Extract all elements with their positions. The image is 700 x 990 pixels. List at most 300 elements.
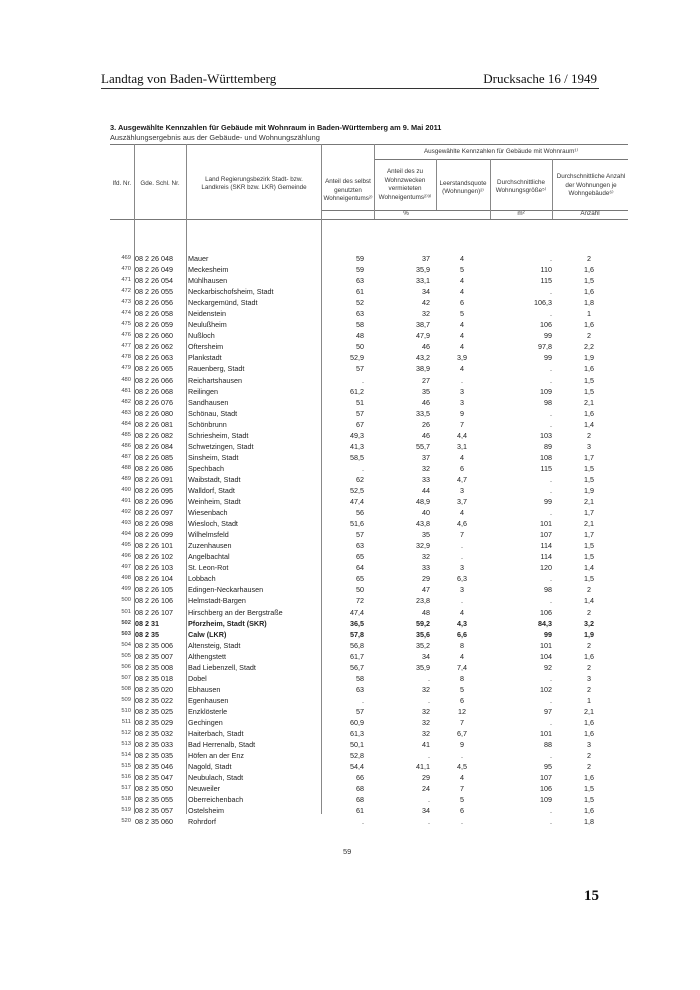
table-row (110, 584, 628, 595)
row-value-rented: 27 (422, 375, 430, 385)
table-row (110, 728, 628, 739)
header-lfd: lfd. Nr. (112, 179, 132, 187)
table-row (110, 673, 628, 684)
row-value-rented: 35 (422, 386, 430, 396)
row-gde: 08 2 35 008 (135, 662, 173, 672)
row-value-rented: 35,9 (416, 265, 430, 275)
table-row (110, 595, 628, 606)
running-header (0, 69, 700, 89)
table-row (110, 607, 628, 618)
row-gde: 08 2 26 085 (135, 452, 173, 462)
row-gde: 08 2 26 107 (135, 607, 173, 617)
row-value-rented: 55,7 (416, 441, 430, 451)
row-gde: 08 2 26 065 (135, 364, 173, 374)
row-name: Edingen-Neckarhausen (188, 585, 264, 595)
row-value-vacancy: 4 (460, 508, 464, 518)
row-name: Enzklösterle (188, 706, 228, 716)
table-row (110, 363, 628, 374)
row-value-dwellings: 3,2 (584, 618, 594, 628)
header-divider (436, 159, 437, 210)
row-value-dwellings: 1,5 (584, 552, 594, 562)
row-value-rented: 48 (422, 607, 430, 617)
row-gde: 08 2 26 103 (135, 563, 173, 573)
row-value-size: . (550, 695, 552, 705)
row-value-dwellings: 2 (587, 607, 591, 617)
row-gde: 08 2 26 055 (135, 287, 173, 297)
row-gde: 08 2 26 059 (135, 320, 173, 330)
row-value-dwellings: 2 (587, 751, 591, 761)
row-value-size: 106,3 (534, 298, 552, 308)
table-row (110, 397, 628, 408)
row-gde: 08 2 26 101 (135, 541, 173, 551)
row-value-vacancy: 12 (458, 706, 466, 716)
row-value-vacancy: 4 (460, 331, 464, 341)
row-value-vacancy: 6 (460, 806, 464, 816)
row-name: Walldorf, Stadt (188, 485, 235, 495)
row-value-size: 106 (540, 784, 552, 794)
row-lfd: 507 (121, 674, 131, 681)
row-gde: 08 2 35 055 (135, 795, 173, 805)
row-value-owner: 48 (356, 331, 364, 341)
row-value-rented: 32 (422, 729, 430, 739)
table-row (110, 684, 628, 695)
row-value-vacancy: 4,7 (457, 474, 467, 484)
row-value-rented: 43,8 (416, 519, 430, 529)
row-value-dwellings: 1,6 (584, 773, 594, 783)
row-value-size: . (550, 673, 552, 683)
row-value-vacancy: 4 (460, 651, 464, 661)
row-value-dwellings: 1,4 (584, 596, 594, 606)
row-value-owner: . (362, 463, 364, 473)
row-value-dwellings: 1,7 (584, 530, 594, 540)
row-value-vacancy: 6,3 (457, 574, 467, 584)
row-gde: 08 2 26 084 (135, 441, 173, 451)
row-gde: 08 2 26 049 (135, 265, 173, 275)
row-value-dwellings: 1,6 (584, 265, 594, 275)
row-value-dwellings: 1,9 (584, 485, 594, 495)
row-value-vacancy: 4 (460, 364, 464, 374)
row-lfd: 491 (121, 498, 131, 505)
header-rule (101, 88, 599, 89)
row-gde: 08 2 35 007 (135, 651, 173, 661)
row-value-size: 104 (540, 651, 552, 661)
row-lfd: 493 (121, 520, 131, 527)
row-value-dwellings: 1,5 (584, 463, 594, 473)
row-gde: 08 2 26 048 (135, 254, 173, 263)
row-gde: 08 2 35 035 (135, 751, 173, 761)
row-lfd: 506 (121, 663, 131, 670)
row-value-size: . (550, 375, 552, 385)
row-lfd: 480 (121, 376, 131, 383)
row-value-size: . (550, 717, 552, 727)
row-value-dwellings: 1,5 (584, 574, 594, 584)
row-name: Mühlhausen (188, 276, 228, 286)
row-value-rented: 34 (422, 806, 430, 816)
row-value-rented: 29 (422, 574, 430, 584)
row-value-dwellings: 2 (587, 254, 591, 263)
row-value-dwellings: 1 (587, 695, 591, 705)
row-value-owner: . (362, 695, 364, 705)
row-gde: 08 2 35 050 (135, 784, 173, 794)
row-value-rented: 41 (422, 740, 430, 750)
row-value-dwellings: 2 (587, 762, 591, 772)
row-gde: 08 2 35 046 (135, 762, 173, 772)
row-value-vacancy: 9 (460, 408, 464, 418)
group-rule (374, 159, 628, 160)
row-name: Neubulach, Stadt (188, 773, 244, 783)
row-lfd: 481 (121, 387, 131, 394)
row-value-vacancy: 4,4 (457, 430, 467, 440)
row-value-rented: . (428, 817, 430, 827)
row-name: Schwetzingen, Stadt (188, 441, 254, 451)
row-value-vacancy: 4 (460, 287, 464, 297)
row-name: Mauer (188, 254, 209, 263)
row-name: Bad Herrenalb, Stadt (188, 740, 256, 750)
row-value-vacancy: 5 (460, 309, 464, 319)
row-value-size: 102 (540, 684, 552, 694)
row-value-vacancy: 3,1 (457, 441, 467, 451)
row-value-size: . (550, 474, 552, 484)
row-lfd: 494 (121, 531, 131, 538)
row-value-owner: 63 (356, 684, 364, 694)
row-value-dwellings: 1,6 (584, 717, 594, 727)
row-value-owner: 68 (356, 784, 364, 794)
row-name: Nagold, Stadt (188, 762, 232, 772)
row-value-dwellings: 1,6 (584, 651, 594, 661)
table-row (110, 695, 628, 706)
row-gde: 08 2 26 066 (135, 375, 173, 385)
row-lfd: 500 (121, 597, 131, 604)
table-row (110, 419, 628, 430)
table-row (110, 253, 628, 264)
row-value-size: 84,3 (538, 618, 552, 628)
row-gde: 08 2 26 082 (135, 430, 173, 440)
row-value-owner: 50 (356, 342, 364, 352)
row-lfd: 473 (121, 299, 131, 306)
row-value-size: 107 (540, 530, 552, 540)
row-value-vacancy: 3 (460, 386, 464, 396)
row-value-vacancy: 6 (460, 695, 464, 705)
row-value-vacancy: 4 (460, 342, 464, 352)
row-value-size: 99 (544, 629, 552, 639)
row-value-rented: 35 (422, 530, 430, 540)
row-gde: 08 2 26 095 (135, 485, 173, 495)
table-subtitle: Auszählungsergebnis aus der Gebäude- und Wohnungszählung (110, 133, 320, 142)
row-value-owner: 41,3 (350, 441, 364, 451)
row-value-rented: 24 (422, 784, 430, 794)
row-name: Lobbach (188, 574, 216, 584)
row-value-owner: . (362, 375, 364, 385)
row-value-owner: 63 (356, 309, 364, 319)
row-value-size: 99 (544, 497, 552, 507)
row-value-owner: 57 (356, 408, 364, 418)
table-row (110, 805, 628, 816)
row-value-vacancy: 6 (460, 298, 464, 308)
row-lfd: 479 (121, 365, 131, 372)
row-lfd: 499 (121, 586, 131, 593)
row-value-rented: 38,7 (416, 320, 430, 330)
row-name: Wiesenbach (188, 508, 228, 518)
row-lfd: 482 (121, 398, 131, 405)
row-value-vacancy: 8 (460, 640, 464, 650)
row-value-size: 99 (544, 331, 552, 341)
row-value-rented: . (428, 795, 430, 805)
table-row (110, 651, 628, 662)
table-row (110, 518, 628, 529)
table-row (110, 352, 628, 363)
row-value-dwellings: 1,7 (584, 508, 594, 518)
row-gde: 08 2 26 106 (135, 596, 173, 606)
row-name: Ostelsheim (188, 806, 224, 816)
row-value-size: 101 (540, 640, 552, 650)
row-value-dwellings: 1,6 (584, 287, 594, 297)
table-row (110, 430, 628, 441)
row-lfd: 471 (121, 277, 131, 284)
row-value-owner: 58,5 (350, 452, 364, 462)
row-value-size: . (550, 309, 552, 319)
row-value-vacancy: 5 (460, 795, 464, 805)
row-name: Schönbrunn (188, 419, 227, 429)
row-value-owner: 63 (356, 276, 364, 286)
row-value-rented: 34 (422, 287, 430, 297)
row-value-rented: 37 (422, 254, 430, 263)
row-value-owner: 52 (356, 298, 364, 308)
row-value-owner: 52,9 (350, 353, 364, 363)
row-value-size: 88 (544, 740, 552, 750)
header-c5: Durchschnittliche Anzahl der Wohnungen je Wohngebäude⁶⁾ (556, 173, 626, 198)
row-lfd: 487 (121, 453, 131, 460)
table-body (110, 253, 628, 827)
row-lfd: 486 (121, 442, 131, 449)
row-name: Reilingen (188, 386, 218, 396)
row-gde: 08 2 35 020 (135, 684, 173, 694)
header-left: Landtag von Baden-Württemberg (101, 71, 277, 86)
table-row (110, 706, 628, 717)
row-value-size: . (550, 419, 552, 429)
table-row (110, 375, 628, 386)
row-gde: 08 2 26 056 (135, 298, 173, 308)
table-row (110, 761, 628, 772)
row-lfd: 502 (121, 619, 131, 626)
row-value-owner: 54,4 (350, 762, 364, 772)
row-name: Rohrdorf (188, 817, 216, 827)
row-gde: 08 2 26 063 (135, 353, 173, 363)
row-value-rented: 43,2 (416, 353, 430, 363)
row-value-vacancy: . (461, 817, 463, 827)
row-value-rented: 35,2 (416, 640, 430, 650)
row-value-owner: 62 (356, 474, 364, 484)
table-row (110, 485, 628, 496)
row-name: Spechbach (188, 463, 224, 473)
row-value-dwellings: 1,5 (584, 474, 594, 484)
header-name: Land Regierungsbezirk Stadt- bzw. Landkreis (SKR bzw. LKR) Gemeinde (201, 175, 307, 191)
row-name: Angelbachtal (188, 552, 230, 562)
row-name: Calw (LKR) (188, 629, 227, 639)
row-name: Meckesheim (188, 265, 229, 275)
table-row (110, 264, 628, 275)
row-value-size: . (550, 508, 552, 518)
row-gde: 08 2 35 022 (135, 695, 173, 705)
row-value-vacancy: 7,4 (457, 662, 467, 672)
row-name: Neulußheim (188, 320, 227, 330)
header-c2: Anteil des zu Wohnzwecken vermieteten Wohneigentums²⁾³⁾ (378, 168, 432, 201)
row-lfd: 520 (121, 818, 131, 825)
row-value-owner: 47,4 (350, 607, 364, 617)
row-value-rented: 23,8 (416, 596, 430, 606)
row-name: Rauenberg, Stadt (188, 364, 245, 374)
row-value-size: 99 (544, 353, 552, 363)
row-name: Ebhausen (188, 684, 221, 694)
row-name: Sandhausen (188, 397, 229, 407)
row-value-vacancy: 4,3 (457, 618, 467, 628)
row-value-vacancy: . (461, 375, 463, 385)
row-lfd: 501 (121, 608, 131, 615)
row-value-dwellings: 1,6 (584, 729, 594, 739)
row-value-vacancy: 3 (460, 485, 464, 495)
row-value-rented: 32 (422, 309, 430, 319)
row-gde: 08 2 26 105 (135, 585, 173, 595)
row-value-owner: 64 (356, 563, 364, 573)
row-value-rented: 33,5 (416, 408, 430, 418)
row-value-size: . (550, 817, 552, 827)
row-value-dwellings: 2 (587, 331, 591, 341)
row-gde: 08 2 26 086 (135, 463, 173, 473)
row-value-dwellings: 1,8 (584, 817, 594, 827)
row-gde: 08 2 26 062 (135, 342, 173, 352)
row-value-vacancy: . (461, 751, 463, 761)
table-row (110, 275, 628, 286)
row-value-dwellings: 2,2 (584, 342, 594, 352)
row-value-dwellings: 3 (587, 441, 591, 451)
table-row (110, 783, 628, 794)
row-value-size: . (550, 287, 552, 297)
row-name: Neidenstein (188, 309, 226, 319)
table-row (110, 816, 628, 827)
row-value-size: 101 (540, 519, 552, 529)
row-gde: 08 2 35 029 (135, 717, 173, 727)
row-lfd: 475 (121, 321, 131, 328)
row-value-rented: 59,2 (416, 618, 430, 628)
row-gde: 08 2 35 033 (135, 740, 173, 750)
row-value-vacancy: 4 (460, 320, 464, 330)
table-row (110, 772, 628, 783)
row-value-size: . (550, 364, 552, 374)
table-row (110, 297, 628, 308)
row-gde: 08 2 26 097 (135, 508, 173, 518)
row-name: Wiesloch, Stadt (188, 519, 238, 529)
table-row (110, 551, 628, 562)
row-value-dwellings: 1,4 (584, 563, 594, 573)
table-row (110, 308, 628, 319)
row-name: Neuweiler (188, 784, 220, 794)
row-value-size: 103 (540, 430, 552, 440)
row-name: Sinsheim, Stadt (188, 452, 239, 462)
row-value-owner: 52,8 (350, 751, 364, 761)
row-lfd: 509 (121, 696, 131, 703)
row-gde: 08 2 26 054 (135, 276, 173, 286)
table-row (110, 474, 628, 485)
row-value-dwellings: 1,5 (584, 784, 594, 794)
row-name: Bad Liebenzell, Stadt (188, 662, 256, 672)
row-value-rented: 37 (422, 452, 430, 462)
row-value-rented: . (428, 695, 430, 705)
table-row (110, 750, 628, 761)
row-value-owner: 51 (356, 397, 364, 407)
row-value-vacancy: 8 (460, 673, 464, 683)
row-lfd: 472 (121, 288, 131, 295)
row-value-size: 114 (540, 541, 552, 551)
row-value-owner: 57,8 (350, 629, 364, 639)
row-value-dwellings: 1,6 (584, 806, 594, 816)
row-value-rented: 32 (422, 552, 430, 562)
row-value-owner: 49,3 (350, 430, 364, 440)
row-value-size: 98 (544, 397, 552, 407)
row-value-vacancy: . (461, 552, 463, 562)
row-value-owner: 59 (356, 265, 364, 275)
row-value-rented: 33 (422, 563, 430, 573)
row-gde: 08 2 35 057 (135, 806, 173, 816)
table-row (110, 319, 628, 330)
row-value-owner: 56 (356, 508, 364, 518)
row-gde: 08 2 35 032 (135, 729, 173, 739)
row-value-size: 115 (540, 463, 552, 473)
row-value-dwellings: 1,5 (584, 375, 594, 385)
row-lfd: 470 (121, 266, 131, 273)
row-value-owner: 50,1 (350, 740, 364, 750)
row-value-size: 101 (540, 729, 552, 739)
row-value-dwellings: 1,6 (584, 320, 594, 330)
row-gde: 08 2 35 018 (135, 673, 173, 683)
row-value-vacancy: 6,6 (457, 629, 467, 639)
header-bottom-rule (110, 219, 628, 220)
row-value-vacancy: . (461, 541, 463, 551)
row-value-rented: 29 (422, 773, 430, 783)
row-lfd: 516 (121, 774, 131, 781)
row-value-owner: 58 (356, 673, 364, 683)
row-gde: 08 2 35 060 (135, 817, 173, 827)
row-value-size: 97,8 (538, 342, 552, 352)
row-name: Höfen an der Enz (188, 751, 244, 761)
row-lfd: 474 (121, 310, 131, 317)
row-name: St. Leon-Rot (188, 563, 229, 573)
row-lfd: 519 (121, 807, 131, 814)
row-value-dwellings: 2,1 (584, 706, 594, 716)
row-value-size: 109 (540, 386, 552, 396)
row-name: Oftersheim (188, 342, 224, 352)
row-value-vacancy: 6,7 (457, 729, 467, 739)
row-value-rented: 32 (422, 463, 430, 473)
row-value-rented: 48,9 (416, 497, 430, 507)
row-gde: 08 2 26 104 (135, 574, 173, 584)
row-value-dwellings: 1,5 (584, 541, 594, 551)
row-value-size: . (550, 806, 552, 816)
table-title: 3. Ausgewählte Kennzahlen für Gebäude mit Wohnraum in Baden-Württemberg am 9. Mai 2011 (110, 123, 442, 132)
row-value-dwellings: 1,4 (584, 419, 594, 429)
row-value-owner: 60,9 (350, 717, 364, 727)
table-row (110, 507, 628, 518)
row-lfd: 476 (121, 332, 131, 339)
row-lfd: 488 (121, 464, 131, 471)
row-value-dwellings: 2 (587, 585, 591, 595)
row-lfd: 514 (121, 752, 131, 759)
row-value-dwellings: 3 (587, 673, 591, 683)
table-row (110, 529, 628, 540)
row-value-dwellings: 2 (587, 430, 591, 440)
row-lfd: 490 (121, 486, 131, 493)
row-value-owner: 50 (356, 585, 364, 595)
row-value-owner: 57 (356, 364, 364, 374)
row-value-size: 108 (540, 452, 552, 462)
